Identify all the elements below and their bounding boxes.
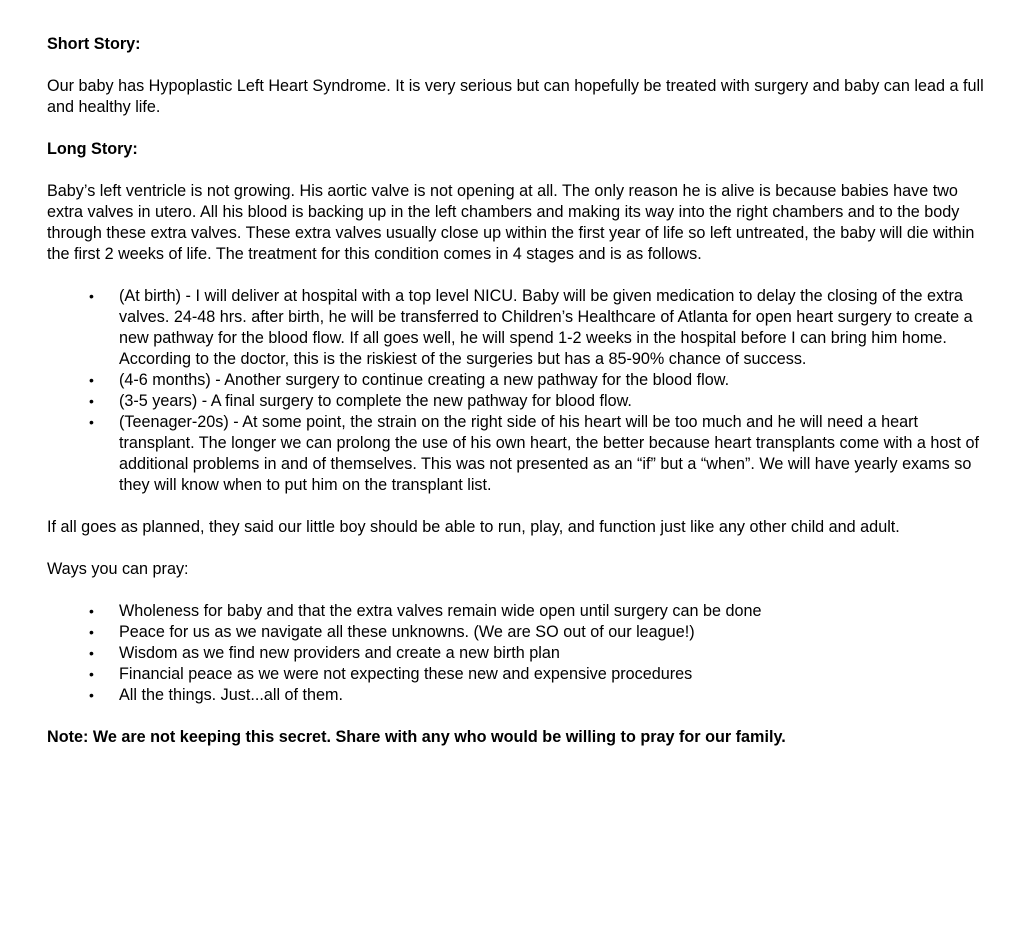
bullet-icon: • bbox=[89, 687, 94, 703]
treatment-stages-list bbox=[47, 286, 996, 496]
prayer-item-text: All the things. Just...all of them. bbox=[119, 686, 344, 704]
long-story-heading: Long Story: bbox=[47, 140, 138, 158]
list-item bbox=[47, 601, 996, 622]
prayer-item-text: Wholeness for baby and that the extra valves remain wide open until surgery can be done bbox=[119, 602, 762, 620]
list-item bbox=[47, 391, 996, 412]
bullet-icon: • bbox=[89, 393, 94, 409]
list-item bbox=[47, 622, 996, 643]
stage-text: (3-5 years) - A final surgery to complete the new pathway for blood flow. bbox=[119, 392, 632, 410]
outcome-text: If all goes as planned, they said our little boy should be able to run, play, and function just like any other child and adult. bbox=[47, 518, 900, 536]
prayer-item-text: Financial peace as we were not expecting these new and expensive procedures bbox=[119, 665, 693, 683]
bullet-icon: • bbox=[89, 288, 94, 304]
short-story-heading: Short Story: bbox=[47, 35, 141, 53]
long-story-intro: Baby’s left ventricle is not growing. His aortic valve is not opening at all. The only reason he is alive is because babies have two extra valves in utero. All his blood is backing up in the left chambers and making its way into the right chambers and to the body through these extra valves. These extra valves usually close up within the first year of life so left untreated, the baby will die within the first 2 weeks of life. The treatment for this condition comes in 4 stages and is as follows. bbox=[47, 182, 975, 263]
bullet-icon: • bbox=[89, 414, 94, 430]
prayer-list bbox=[47, 601, 996, 706]
list-item bbox=[47, 643, 996, 664]
stage-text: (4-6 months) - Another surgery to continue creating a new pathway for the blood flow. bbox=[119, 371, 730, 389]
bullet-icon: • bbox=[89, 645, 94, 661]
list-item bbox=[47, 286, 996, 370]
short-story-text: Our baby has Hypoplastic Left Heart Syndrome. It is very serious but can hopefully be treated with surgery and baby can lead a full and healthy life. bbox=[47, 77, 984, 116]
stage-text: (At birth) - I will deliver at hospital with a top level NICU. Baby will be given medication to delay the closing of the extra valves. 24-48 hrs. after birth, he will be transferred to Children’s Healthcare of Atlanta for open heart surgery to create a new pathway for the blood flow. If all goes well, he will spend 1-2 weeks in the hospital before I can bring him home. According to the doctor, this is the riskiest of the surgeries but has a 85-90% chance of success. bbox=[119, 287, 973, 368]
closing-note: Note: We are not keeping this secret. Share with any who would be willing to pray for our family. bbox=[47, 728, 786, 746]
list-item bbox=[47, 685, 996, 706]
stage-text: (Teenager-20s) - At some point, the strain on the right side of his heart will be too much and he will need a heart transplant. The longer we can prolong the use of his own heart, the better because heart transplants come with a host of additional problems in and of themselves. This was not presented as an “if” but a “when”. We will have yearly exams so they will know when to put him on the transplant list. bbox=[119, 413, 979, 494]
list-item bbox=[47, 370, 996, 391]
bullet-icon: • bbox=[89, 372, 94, 388]
prayer-heading: Ways you can pray: bbox=[47, 560, 189, 578]
bullet-icon: • bbox=[89, 624, 94, 640]
prayer-item-text: Peace for us as we navigate all these unknowns. (We are SO out of our league!) bbox=[119, 623, 695, 641]
list-item bbox=[47, 664, 996, 685]
bullet-icon: • bbox=[89, 666, 94, 682]
list-item bbox=[47, 412, 996, 496]
bullet-icon: • bbox=[89, 603, 94, 619]
prayer-item-text: Wisdom as we find new providers and create a new birth plan bbox=[119, 644, 560, 662]
